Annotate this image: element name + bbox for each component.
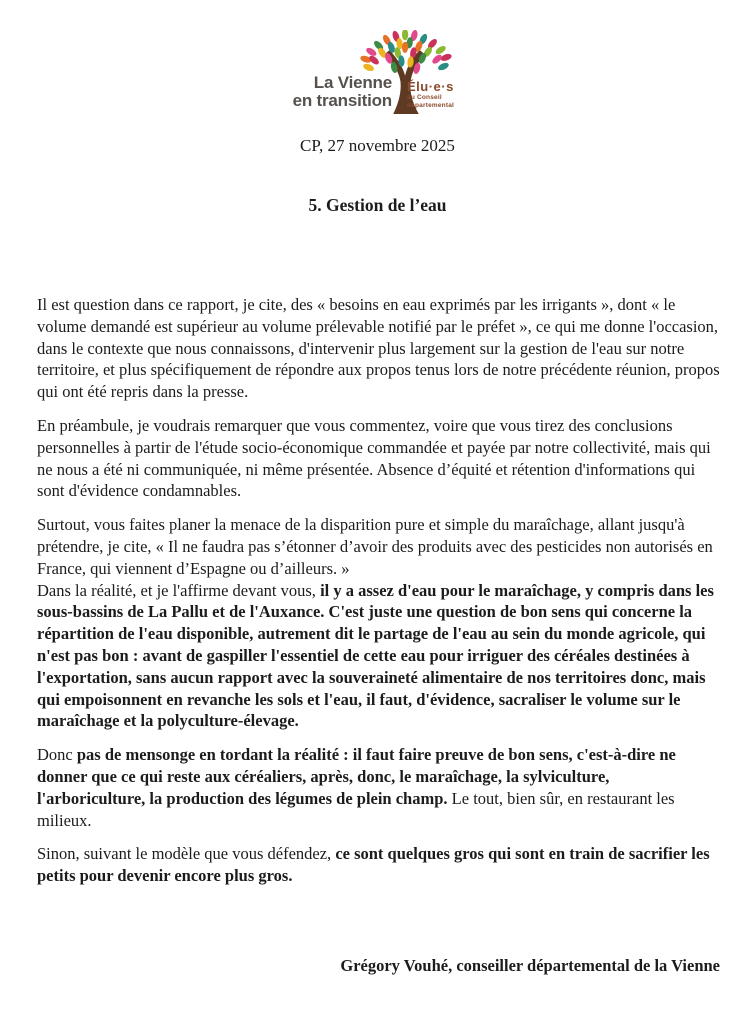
elus-wordmark <box>407 80 487 109</box>
paragraph-1 <box>37 294 720 403</box>
paragraph-4 <box>37 580 720 733</box>
logo <box>0 0 755 130</box>
paragraph-3 <box>37 514 720 579</box>
paragraph-4-lead: Dans la réalité, et je l'affirme devant vous, <box>37 580 321 600</box>
paragraph-4-bold: il y a assez d'eau pour le maraîchage, y compris dans les sous-bassins de La Pallu et de l'Auxance. C'est juste une question de bon sens qui concerne la répartition de l'eau disponible, autrement dit le partage de l'eau au sein du monde agricole, qui n'est pas bon : avant de gaspiller l'essentiel de cette eau pour irriguer des céréales destinées à l'exportation, sans aucun rapport avec la souveraineté alimentaire de nos territoires donc, mais qui empoisonnent en revanche les sols et l'eau, il faut, d'évidence, sacraliser le volume sur le maraîchage et la polyculture-élevage. <box>37 580 714 731</box>
paragraph-6 <box>37 843 720 887</box>
paragraph-2-text: En préambule, je voudrais remarquer que vous commentez, voire que vous tirez des conclusions personnelles à partir de l'étude socio-économique commandée et payée par notre collectivité, mais qui ne nous a été ni communiquée, ni même présentée. Absence d’équité et rétention d'informations qui sont d'évidence condamnables. <box>37 415 711 501</box>
document-body <box>37 294 720 899</box>
elus-sub-line1: au Conseil <box>407 94 442 101</box>
brand-line2: en transition <box>292 91 392 110</box>
elus-sub-line2: départemental <box>407 101 455 109</box>
paragraph-5-tail: Le tout, bien sûr, en restaurant les milieux. <box>37 788 675 830</box>
paragraph-5 <box>37 744 720 831</box>
paragraph-2 <box>37 415 720 502</box>
paragraph-6-lead: Sinon, suivant le modèle que vous défendez, <box>37 844 336 864</box>
paragraph-6-bold: ce sont quelques gros qui sont en train de sacrifier les petits pour devenir encore plus gros. <box>37 844 710 886</box>
paragraph-1-text: Il est question dans ce rapport, je cite, des « besoins en eau exprimés par les irrigants », dont « le volume demandé est supérieur au volume prélevable notifié par le préfet », ce qui me donne l'occasion, dans le contexte que nous connaissons, d'intervenir plus largement sur la gestion de l'eau sur notre territoire, et plus spécifiquement de répondre aux propos tenus lors de notre précédente réunion, propos qui ont été repris dans la presse. <box>37 295 720 402</box>
signature-line: Grégory Vouhé, conseiller départemental de la Vienne <box>340 956 720 975</box>
paragraph-3-text: Surtout, vous faites planer la menace de la disparition pure et simple du maraîchage, allant jusqu'à prétendre, je cite, « Il ne faudra pas s’étonner d’avoir des produits avec des pesticides non autorisés en France, qui viennent d’Espagne ou d’ailleurs. » <box>37 515 713 578</box>
paragraph-5-bold: pas de mensonge en tordant la réalité : il faut faire preuve de bon sens, c'est-à-dire ne donner que ce qui reste aux céréaliers, après, donc, le maraîchage, la sylviculture, l'arboriculture, la production des légumes de plein champ. <box>37 745 676 808</box>
brand-wordmark <box>180 74 392 110</box>
press-release-date: CP, 27 novembre 2025 <box>300 136 455 155</box>
elus-title: Élu·e·s <box>407 79 454 94</box>
document-title: 5. Gestion de l’eau <box>308 195 447 215</box>
paragraph-5-lead: Donc <box>37 745 77 765</box>
brand-line1: La Vienne <box>313 73 392 92</box>
